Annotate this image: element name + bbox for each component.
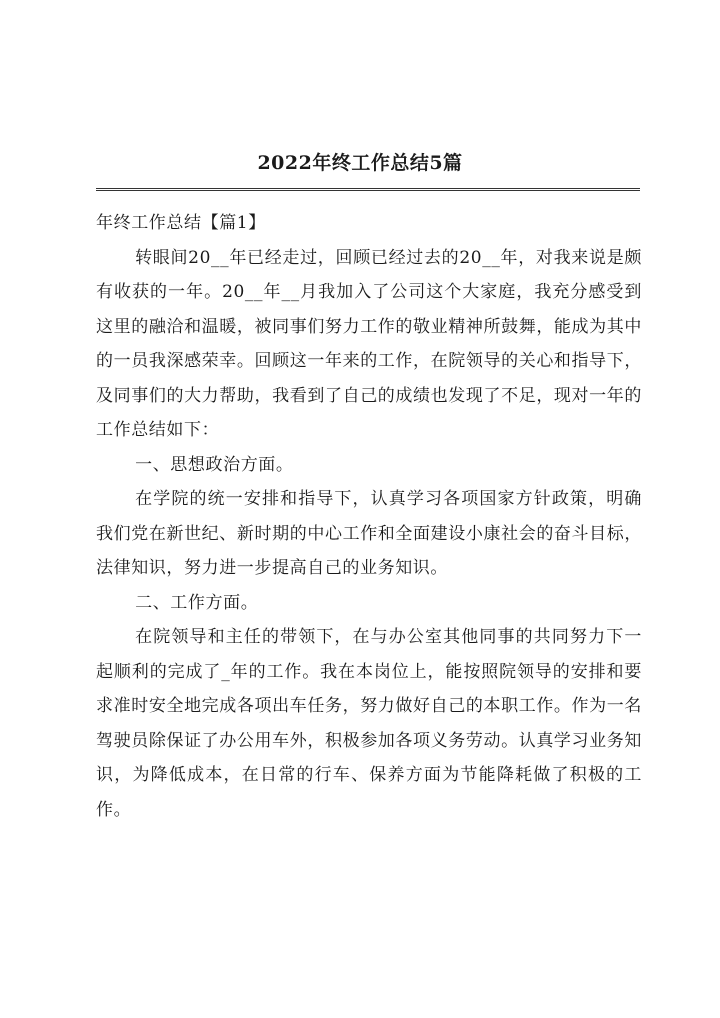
paragraph-intro: 转眼间20__年已经走过，回顾已经过去的20__年，对我来说是颇有收获的一年。20__年__月我加入了公司这个大家庭，我充分感受到这里的融洽和温暖，被同事们努力工作的敬业精神所鼓舞，能成为其中的一员我深感荣幸。回顾这一年来的工作，在院领导的关心和指导下，及同事们的大力帮助，我看到了自己的成绩也发现了不足，现对一年的工作总结如下：	[96, 247, 642, 440]
heading-political: 一、思想政治方面。	[135, 454, 294, 475]
title-divider	[96, 188, 640, 191]
document-body	[96, 206, 642, 827]
section-label: 年终工作总结【篇1】	[96, 213, 266, 233]
paragraph-political: 在学院的统一安排和指导下，认真学习各项国家方针政策，明确我们党在新世纪、新时期的中心工作和全面建设小康社会的奋斗目标，法律知识，努力进一步提高自己的业务知识。	[96, 489, 642, 578]
heading-work: 二、工作方面。	[135, 592, 259, 613]
document-title: 2022年终工作总结5篇	[257, 152, 463, 174]
paragraph-work: 在院领导和主任的带领下，在与办公室其他同事的共同努力下一起顺利的完成了_年的工作。我在本岗位上，能按照院领导的安排和要求准时安全地完成各项出车任务，努力做好自己的本职工作。作为一名驾驶员除保证了办公用车外，积极参加各项义务劳动。认真学习业务知识，为降低成本，在日常的行车、保养方面为节能降耗做了积极的工作。	[96, 627, 642, 820]
